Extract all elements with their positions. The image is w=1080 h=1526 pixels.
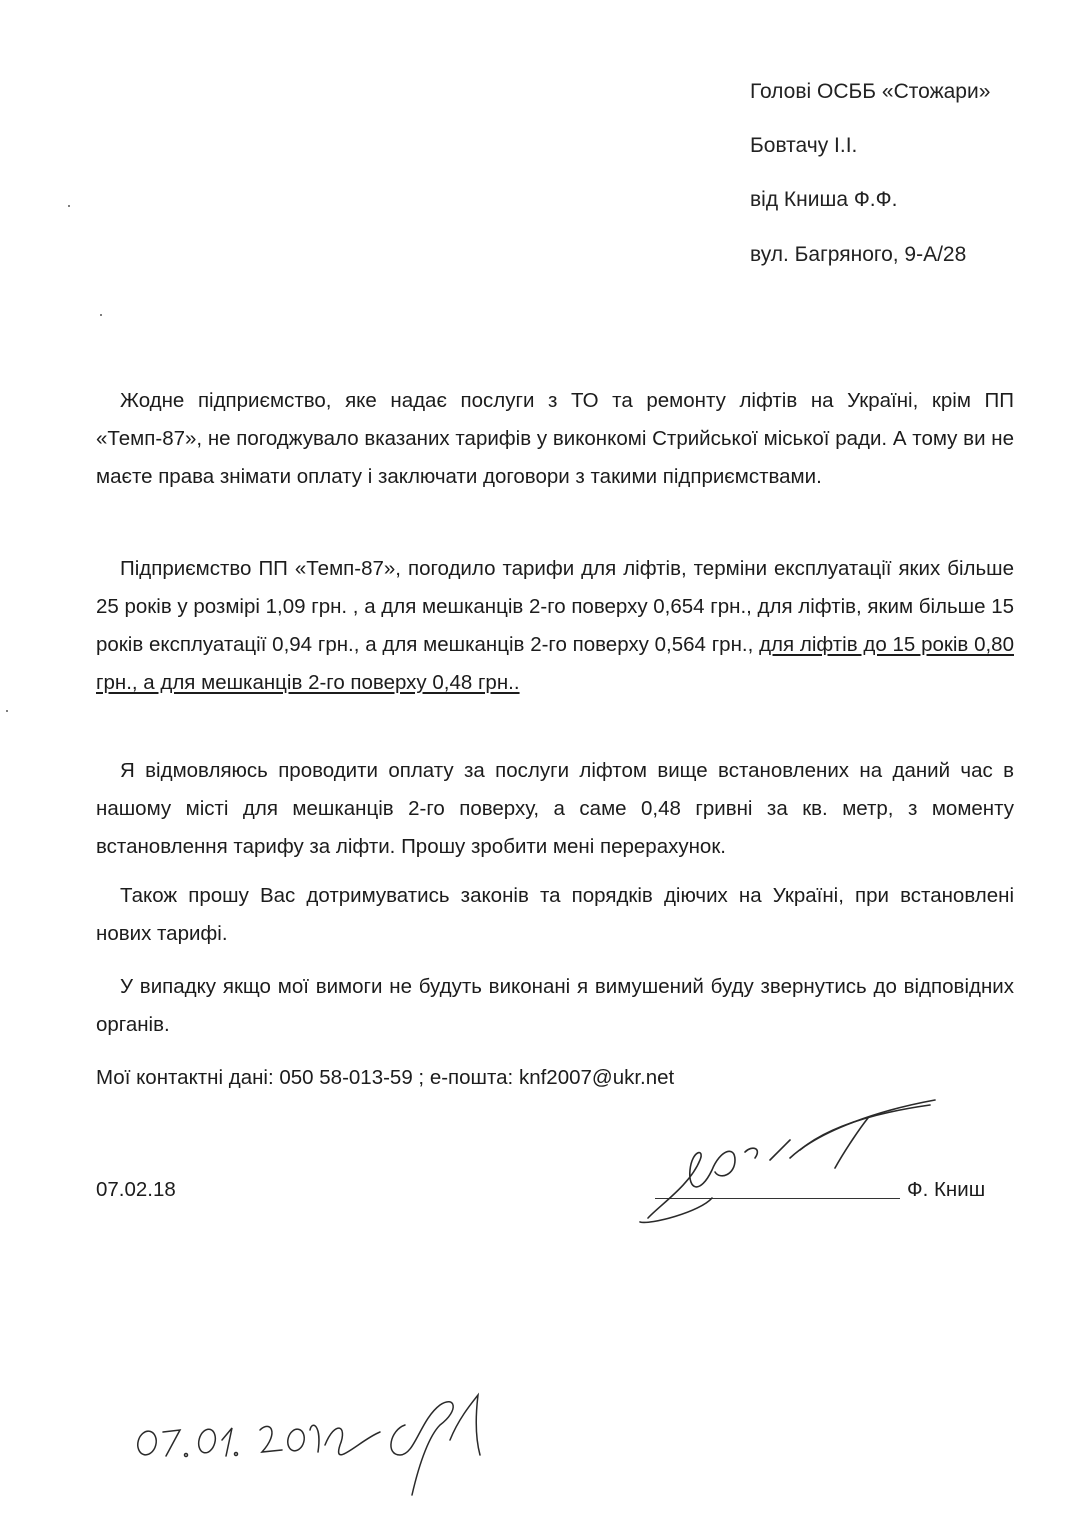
letter-date: 07.02.18 (96, 1178, 176, 1201)
recipient-line-1: Голові ОСББ «Стожари» (750, 80, 991, 103)
paragraph-2-underlined: для ліфтів до 15 років 0,80 грн., а для мешканців 2-го поверху 0,48 грн.. (96, 633, 1014, 694)
paragraph-1-text: Жодне підприємство, яке надає послуги з ТО та ремонту ліфтів на Україні, крім ПП «Темп-87», не погоджувало вказаних тарифів у виконкомі Стрийської міської ради. А тому ви не маєте права знімати оплату і заключати договори з такими підприємствами. (96, 389, 1014, 488)
paragraph-4-text: Також прошу Вас дотримуватись законів та порядків діючих на Україні, при встановлені нових тарифі. (96, 884, 1014, 945)
recipient-line-2: Бовтачу І.І. (750, 134, 858, 157)
sender-address: вул. Багряного, 9-А/28 (750, 243, 967, 266)
paragraph-2-text: Підприємство ПП «Темп-87», погодило тарифи для ліфтів, терміни експлуатації яких більше 25 років у розмірі 1,09 грн. , а для мешканців 2-го поверху 0,654 грн., для ліфтів, яким більше 15 років експлуатації 0,94 грн., а для мешканців 2-го поверху 0,564 грн., (96, 557, 1015, 656)
contact-info: Мої контактні дані: 050 58-013-59 ; е-пошта: knf2007@ukr.net (96, 1066, 675, 1089)
sender-line: від Книша Ф.Ф. (750, 188, 898, 211)
signer-name: Ф. Книш (907, 1178, 986, 1201)
paragraph-3-text: Я відмовляюсь проводити оплату за послуги ліфтом вище встановлених на даний час в нашому місті для мешканців 2-го поверху, а саме 0,48 гривні за кв. метр, з моменту встановлення тарифу за ліфти. Прошу зробити мені перерахунок. (96, 759, 1014, 858)
paragraph-5-text: У випадку якщо мої вимоги не будуть виконані я вимушений буду звернутись до відповідних органів. (96, 975, 1014, 1036)
